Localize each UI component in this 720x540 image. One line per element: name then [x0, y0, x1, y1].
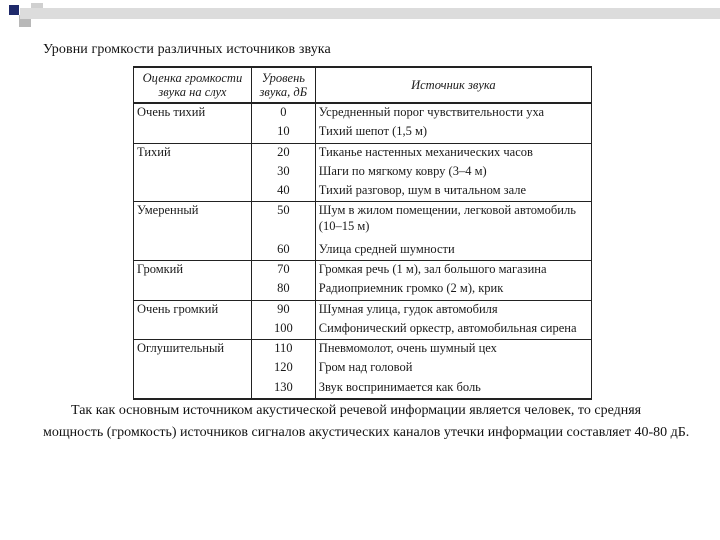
loudness-category: Оглушительный [134, 340, 252, 360]
sound-level: 30 [251, 163, 315, 182]
sound-level: 110 [251, 340, 315, 360]
decor-square-navy [9, 5, 19, 15]
table-row [134, 300, 592, 320]
header-level: Уровень звука, дБ [251, 67, 315, 103]
loudness-category [134, 163, 252, 182]
body-paragraph [43, 400, 703, 444]
sound-source: Громкая речь (1 м), зал большого магазина [315, 261, 591, 281]
loudness-category [134, 123, 252, 143]
loudness-category [134, 359, 252, 378]
volume-table [133, 66, 592, 400]
sound-source: Симфонический оркестр, автомобильная сирена [315, 320, 591, 340]
loudness-category: Очень тихий [134, 103, 252, 123]
table-header-row [134, 67, 592, 103]
sound-source: Звук воспринимается как боль [315, 379, 591, 399]
loudness-category [134, 241, 252, 261]
loudness-category: Умеренный [134, 202, 252, 241]
table-row [134, 340, 592, 360]
sound-level: 80 [251, 280, 315, 300]
table-body [134, 103, 592, 399]
sound-source: Пневмомолот, очень шумный цех [315, 340, 591, 360]
table-row [134, 202, 592, 241]
sound-level: 40 [251, 182, 315, 202]
sound-source: Тихий шепот (1,5 м) [315, 123, 591, 143]
sound-level: 10 [251, 123, 315, 143]
sound-source: Усредненный порог чувствительности уха [315, 103, 591, 123]
sound-source: Гром над головой [315, 359, 591, 378]
loudness-category [134, 182, 252, 202]
sound-level: 50 [251, 202, 315, 241]
sound-level: 60 [251, 241, 315, 261]
sound-level: 90 [251, 300, 315, 320]
sound-source: Шум в жилом помещении, легковой автомобиль (10–15 м) [315, 202, 591, 241]
loudness-category [134, 320, 252, 340]
sound-source: Улица средней шумности [315, 241, 591, 261]
sound-source: Тихий разговор, шум в читальном зале [315, 182, 591, 202]
slide-decoration [0, 0, 720, 40]
header-loudness: Оценка громкости звука на слух [134, 67, 252, 103]
sound-level: 130 [251, 379, 315, 399]
page-title: Уровни громкости различных источников звука [43, 42, 331, 57]
sound-source: Шумная улица, гудок автомобиля [315, 300, 591, 320]
table-row [134, 241, 592, 261]
table-row [134, 182, 592, 202]
sound-level: 100 [251, 320, 315, 340]
loudness-category: Очень громкий [134, 300, 252, 320]
table-row [134, 143, 592, 163]
table-row [134, 379, 592, 399]
paragraph-text: Так как основным источником акустической речевой информации является человек, то средняя мощность (громкость) источников сигналов акустических каналов утечки информации составляет 40-80 дБ. [43, 403, 690, 440]
table-row [134, 359, 592, 378]
header-source: Источник звука [315, 67, 591, 103]
sound-level: 70 [251, 261, 315, 281]
decor-top-bar [20, 8, 720, 19]
loudness-category: Тихий [134, 143, 252, 163]
table-row [134, 163, 592, 182]
sound-level: 0 [251, 103, 315, 123]
loudness-category [134, 280, 252, 300]
table-row [134, 320, 592, 340]
sound-source: Шаги по мягкому ковру (3–4 м) [315, 163, 591, 182]
table-row [134, 123, 592, 143]
table-row [134, 261, 592, 281]
sound-source: Радиоприемник громко (2 м), крик [315, 280, 591, 300]
table-row [134, 280, 592, 300]
sound-source: Тиканье настенных механических часов [315, 143, 591, 163]
table-row [134, 103, 592, 123]
sound-level: 20 [251, 143, 315, 163]
loudness-category [134, 379, 252, 399]
sound-level: 120 [251, 359, 315, 378]
loudness-category: Громкий [134, 261, 252, 281]
